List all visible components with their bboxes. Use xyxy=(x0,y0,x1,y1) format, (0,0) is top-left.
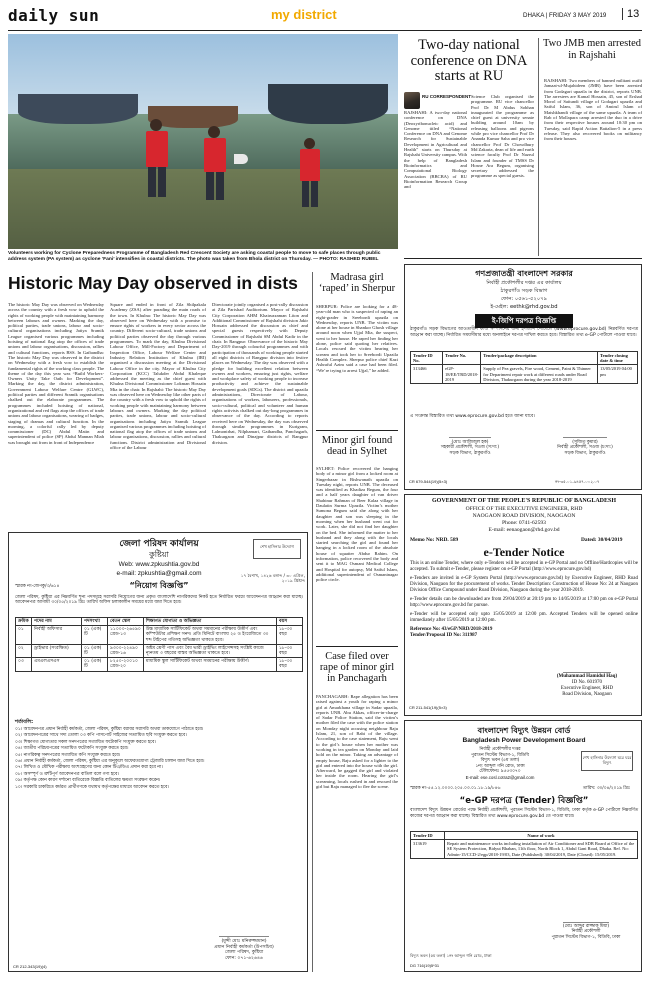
table-cell: ০১ xyxy=(16,626,32,645)
office-line: ১নং আব্দুল গনি রোড, ঢাকা xyxy=(475,763,525,769)
signature-scribble xyxy=(563,667,611,673)
table-cell: Repair and maintenance works including installation of Air Conditioner and SDB Board at Office of the SE System Protection, Bidyut Bhaban, 11th floor, North Block 1, Abdul Gani Road, Dhaka. Ref. No: Admin-15/CCD-2/egp/2018-19/03, Date (Published): 30/04/2019, Date (Closed): 15/05/2019. xyxy=(445,840,638,859)
table-cell: ১৮-৩০ বছর xyxy=(277,658,303,671)
panchagarh-headline: Case filed over rape of minor girl in Panchagarh xyxy=(319,651,395,685)
bpdb-cr: DG 716(19)5*31 xyxy=(410,963,440,968)
office-line: পুরাতন সিস্টেম বিভাগ-১, বিডিবি xyxy=(471,752,529,758)
gov1-title: গণপ্রজাতন্ত্রী বাংলাদেশ সরকার xyxy=(475,269,573,278)
signer-name: (মোঃ আজিজুল হক) xyxy=(451,440,489,445)
etender-para: e-Tender will be accepted only upto 15/05/2019 at 12:00 pm. Accepted Tenders will be opened online immediately after 15/05/2019 at 12:00 pm. xyxy=(410,612,638,623)
table-cell: ১১০০০-২৬৫৯০ গ্রেড-১৩ xyxy=(108,626,144,645)
gov1-phone: ফোন: ০৫৬১-৫২০৭৯ xyxy=(500,296,548,302)
table-cell: ড্রাইভার (সংরক্ষিত) xyxy=(32,644,82,657)
bpdb-en: Bangladesh Power Development Board xyxy=(462,737,586,744)
zila-th-count: পদসংখ্যা xyxy=(82,618,108,626)
office-phone: টেলিফোনঃ ৯৫৫৩০৭০ xyxy=(479,769,521,775)
ru-dna-headline: Two-day national conference on DNA starts at RU xyxy=(410,37,528,84)
signer-role: নির্বাহী প্রকৌশলী, সওজ (চ:দা:) xyxy=(557,445,613,451)
table-cell: ৯৩০০-২২৪৯০ গ্রেড-১৬ xyxy=(108,644,144,657)
gov1-th-id: Tender ID No. xyxy=(411,352,443,365)
etender-pkg: Tender/Proposal ID No: 311987 xyxy=(410,633,478,638)
signer-role: Executive Engineer, RHD xyxy=(560,686,614,691)
bpdb-table xyxy=(410,831,638,859)
table-row xyxy=(16,644,303,657)
signer-role: প্রধান নির্বাহী কর্মকর্তা (উপসচিব) xyxy=(214,944,274,950)
gov1-memo: নং-৩৫.০১.৯৪৫৭.০০২.০৭ xyxy=(555,479,600,484)
jmb-body: RAJSHAHI: Two members of banned militant outfit Jamaat-ul-Mujahideen (JMB) have been arrested from Godagari upazila in the district, reports UNB. The arrestees are Kamal Hossain, 45, son of Ershad Morol of Saitundi village of Godagari upazila and Saiful Islam, 36, son of Amirul Islam of Maishkhandi village of the same upazila. A team of Rab of Mollapara camp arrested the duo in a drive from their respective houses around 10:30 pm on Tuesday, said Rapid Action Battalion-5 in a press release. They also recovered books on militancy from their houses. xyxy=(544,78,642,142)
signature-scribble xyxy=(563,431,607,438)
office-line: বিদ্যুৎ ভবন (৫ম তলা) xyxy=(480,758,520,764)
bpdb-th-work: Name of work xyxy=(445,832,638,840)
signer-name: (সুজিত কুমার) xyxy=(572,440,598,445)
zila-intro: জেলা পরিষদ, কুষ্টিয়া এর নিম্নবর্ণিত শূন্য পদসমূহে সরাসরি নিয়োগের জন্য প্রকৃত বাংলাদেশি নাগরিকদের নিকট হতে নির্ধারিত ফরমে আবেদনপত্র আহ্বান করা যাচ্ছে। আবেদনপত্র আগামী ৩০/০৫/২০১৯ খ্রিঃ তারিখ অফিস চলাকালীন সময়ের মধ্যে জমা দিতে হবে। xyxy=(15,595,303,606)
gov1-cr: CR 679-544(19)(5×3) xyxy=(409,479,448,484)
zila-memo: স্মারক নং-জেপকু/৩/৬১৪ xyxy=(15,584,60,589)
bpdb-date: তারিখ: ৩০/০৪/২০১৯ খ্রিঃ xyxy=(583,786,631,791)
table-cell: মাধ্যমিক স্কুল সার্টিফিকেট অথবা সমমানের পরীক্ষায় উত্তীর্ণ। xyxy=(143,658,276,671)
list-item: ০৭। লিখিত ও মৌখিক পরীক্ষায় অংশগ্রহণের জন্য কোন টিএ/ডিএ প্রদান করা হবে না। xyxy=(15,765,163,771)
zila-table xyxy=(15,617,303,672)
table-cell: eGP-18/EE/TRD/2018-2019 xyxy=(443,365,481,384)
mayday-col3: Directorate jointly organised a post-rally discussion at Zila Parishad Auditorium. Mayor of Rajshahi City Corporation AHM Khairuzzaman Liton and Additional Commissioner of Rajshahi division Jakir Hossain addressed the discussion as chief and special guests respectively with Deputy Commissioner of Rajshahi SM Abdul Kadir in the chair. In Rangpur: Observance of the historic May Day-2019 through colourful programmes and with participation of thousands of working people started all eight districts of Rangpur division into festive places on Wednesday. The day was observed with a pledge for building excellent relation between owners and workers, ensuring just rights, welfare and workplace safety of working people to increase productivity and achieve the sustainable development goals (SDGs). The district and upazila administrations, Directorate of Labour, organisations of workers, labourers, professionals, socio-cultural, political and volunteer and human rights activists chalked out day-long programmes in observance of the day. According to reports received here on Wednesday, the day was observed through similar programmes in Kurigram, Lalmonirhat, Nilphamari, Gaibandha, Panchagarh, Thakurgaon and Dinajpur districts of Rangpur division. xyxy=(212,302,308,445)
etender-email: E-mail: eenaogaon@rhd.gov.bd xyxy=(488,527,560,533)
madrasa-headline: Madrasa girl ‘raped’ in Sherpur xyxy=(318,272,396,295)
signer-name: (Muhammad Hamidul Haq) xyxy=(556,674,618,679)
gov1-th-desc: Tender/package description xyxy=(481,352,598,365)
table-cell: ৮২৫০-২০০১০ গ্রেড-২০ xyxy=(108,658,144,671)
signer-office: সড়ক বিভাগ, ঠাকুরগাঁও xyxy=(449,450,491,456)
etender-para: e-Tenders are invited in e-GP System Portal (http://www.eprocure.gov.bd) by Executive Engineer, RHD Road Division, Naogaon for the procurement of works. Tender Description: Construction of House No: 24 at Naogaon Division Office Compound under Road Division, Naogaon during the year 2018-2019. xyxy=(410,576,638,593)
bpdb-th-id: Tender ID xyxy=(411,832,445,840)
zila-email: e-mail: zpkushtia@gmail.com xyxy=(116,570,202,577)
thakurgaon-tender-ad xyxy=(404,264,642,490)
signature-scribble xyxy=(219,929,269,937)
mayday-col2: Square and ended in front of Zila Shilpakala Academy (ZSA) after parading the main roads of the town. In Khulna: The historic May Day was observed here on Wednesday with a promise to ensure rights of workers in every sector across the country. Different socio-cultural, trade unions and political parties observed the day through various programmes. To mark the day, Khulna Divisional Labour Office, Mill-Factory and Department of Inspection Office, Labour Welfare Center and Industry Relation Institution of Khulna (IRI) organised a discussion meeting at the Divisional Labour Office in the city. Mayor of Khulna City Corporation (KCC) Talukder Abdul Khaleque addressed the meeting as the chief guest with Khulna Divisional Commissioner Lokman Hossain Mia in the chair. In Rajshahi: The historic May Day was observed here on Wednesday like other parts of the country with a fresh vow to uphold the rights of working people with maintaining harmony between labours and owners. Marking the day political parties, trade unions, labour and socio-cultural organisations including Jatiya Sramik League organised various programmes including hoisting of national flag atop the offices of trade unions and labour organisations, discussion, rallies and cultural functions. District administration and Divisional office of the Labour xyxy=(110,302,206,451)
gov1-footer-note: এ সংক্রান্ত বিস্তারিত তথ্য www.eprocure.gov.bd হতে জানা যাবে। xyxy=(410,414,535,419)
list-item: ০৫। নাগরিকত্ব সনদপত্রের সত্যায়িত কপি সংযুক্ত করতে হবে। xyxy=(15,752,121,758)
zila-district: কুষ্টিয়া xyxy=(149,550,169,559)
table-cell: ১৮-৩০ বছর xyxy=(277,626,303,645)
dateline: DHAKA | FRIDAY 3 MAY 2019 xyxy=(523,12,607,19)
gov1-sign-right xyxy=(535,431,635,456)
zila-stamp: শেখ হাসিনার উদ্যোগ xyxy=(253,539,301,559)
etender-cr: CR 211-541(19)(5×3) xyxy=(409,705,447,710)
bpdb-title: বাংলাদেশ বিদ্যুৎ উন্নয়ন বোর্ড xyxy=(477,726,571,735)
etender-memo: Memo No: NRD. 589 xyxy=(410,537,459,543)
sylhet-body: SYLHET: Police recovered the hanging body of a minor girl from a locked room at Singerbazar in Bishwanath upazila on Tuesday night, reports UNB. The deceased was identified as Khadiza Begum, the four and a half years daughter of van driver Shahinur Rahman of Beer Kalaa village in Daulatin Surma Upazila. Victim’s mother Sumona Begum said she along with her daughter and son was sleeping in the morning when her husband went out for work. Later, she did not find her daughter on the bed. She informed the matter to her husband and they along with the locals started searching the girl and found her hanging in a locked room of the absolute house of squatter Abdur Rahim. On information, police recovered the body and sent it to MAG Osmani Medical College and Hospital for autopsy, Md Saiful Islam, additional superintendent of Osmaninagar police circle. xyxy=(316,466,398,583)
gov1-sign-left xyxy=(425,431,515,456)
zila-th-post: পদের নাম xyxy=(32,618,82,626)
list-item: ০৩। শিক্ষাগত যোগ্যতার সকল সনদপত্রের সত্যায়িত ফটোকপি সংযুক্ত করতে হবে। xyxy=(15,739,156,745)
gov1-intro: ঠাকুরগাঁও সড়ক বিভাগের আওতাধীন কাজ সম্পাদনের জন্য ই-জিপি পোর্টালে (www.eprocure.gov.bd) নিম্নবর্ণিত দরপত্র আহ্বান করা যাচ্ছে। নির্ধারিত সময়সীমার মধ্যে অনলাইনে দরপত্র দাখিল করতে হবে। বিস্তারিত তথ্য e-GP পোর্টালে পাওয়া যাবে। xyxy=(410,327,638,338)
zila-th-scale: বেতন স্কেল xyxy=(108,618,144,626)
signer-office: Road Division, Naogaon xyxy=(562,692,612,697)
table-cell: উচ্চ মাধ্যমিক সার্টিফিকেট অথবা সমমানের পরীক্ষায় উত্তীর্ণ এবং কম্পিউটার প্রশিক্ষণ সনদ। প্রতি মিনিটে বাংলায় ২৫ ও ইংরেজিতে ৩০ শব্দ টাইপের গতিসহ অভিজ্ঞতা থাকতে হবে। xyxy=(143,626,276,645)
mayday-headline: Historic May Day observed in dists xyxy=(8,273,298,293)
signature-scribble xyxy=(563,917,609,923)
zila-date: ১৭ বৈশাখ, ১৪২৬ বঙ্গাব্দ / ৩০ এপ্রিল, ২০১৯ খ্রিষ্টাব্দ xyxy=(240,573,305,583)
bpdb-notice-title: “e-GP দরপত্র (Tender) বিজ্ঞপ্তি” xyxy=(459,796,589,806)
panchagarh-body: PANCHAGARH: Rape allegation has been raised against a youth for raping a minor girl at Amarkhana village in Sadar upazila, reports UNB. Abu Akkas, officer-in-charge of Sadar Police Station, said the victim’s mother filed the case with the police station on Monday night accusing neighbour Raju Islam, 21, son of Babi of the village. According to the case statement, Raju went to the girl’s house when her mother was working in tea garden on Monday and laid hold on the minor. Taking an advantage of empty house, Raju asked for a lighter to the girl and entered into the house with the girl. Afterward, he gagged the girl and violated her inside the room. Hearing the girl’s screaming, locals rushed in and rescued the girl but Raju managed to flee the scene. xyxy=(316,694,398,790)
page-number: 13 xyxy=(622,8,639,20)
bpdb-intro: বাংলাদেশ বিদ্যুৎ উন্নয়ন বোর্ডের পক্ষে নির্বাহী প্রকৌশলী, পুরাতন সিস্টেম বিভাগ-১, বিডিবি, ঢাকা কর্তৃক e-GP পোর্টালে নিম্নবর্ণিত কাজের দরপত্র আহ্বান করা যাচ্ছে। বিস্তারিত তথ্য www.eprocure.gov.bd তে পাওয়া যাবে। xyxy=(410,808,638,819)
signer-role: সহকারী প্রকৌশলী, সওজ (স:দা:) xyxy=(440,445,500,451)
gov1-sub2: ঠাকুরগাঁও সড়ক বিভাগ xyxy=(500,288,548,294)
list-item: ০৪। জাতীয় পরিচয়পত্রের সত্যায়িত ফটোকপি সংযুক্ত করতে হবে। xyxy=(15,746,129,752)
etender-office: OFFICE OF THE EXECUTIVE ENGINEER, RHD xyxy=(465,506,583,512)
gov1-th-no: Tender No. xyxy=(443,352,481,365)
list-item: ১০। সরকারি চাকরিতে কর্মরত প্রার্থীগণকে যথাযথ কর্তৃপক্ষের মাধ্যমে আবেদন করতে হবে। xyxy=(15,784,169,790)
signer-role: নির্বাহী প্রকৌশলী xyxy=(571,929,601,935)
gov1-table xyxy=(410,351,638,384)
table-cell: ০১ (এক) টি xyxy=(82,644,108,657)
etender-dated: Dated: 30/04/2019 xyxy=(581,537,623,543)
photo-caption: Volunteers working for Cyclone Preparedness Programme of Bangladesh Red Crescent Society are asking coastal people to move to safe places through public address system (PA system) as cyclone ‘Fani’ intensifies in coastal districts. The photo was taken from Bhola district on Thursday. — PHOTO: RASHED RUBEL xyxy=(8,251,381,262)
etender-title: e-Tender Notice xyxy=(483,545,565,559)
ru-photo xyxy=(404,92,420,109)
zila-th-qualification: শিক্ষাগত যোগ্যতা ও অভিজ্ঞতা xyxy=(143,618,276,626)
bpdb-memo: স্মারক নং-৫৫.১২.০০০০.২০৫.০৩.০১.১৮.১৯/৮৪৬ xyxy=(410,786,501,791)
table-cell: ১৮-৩০ বছর xyxy=(277,644,303,657)
zila-th-serial: ক্রমিক xyxy=(16,618,32,626)
signer-office: সড়ক বিভাগ, ঠাকুরগাঁও xyxy=(564,450,606,456)
table-cell: অষ্টম শ্রেণী পাস এবং বৈধ ভারী ড্রাইভিং লাইসেন্সসহ সংশ্লিষ্ট কাজে ন্যূনতম ৩ বছরের বাস্তব অভিজ্ঞতা থাকতে হবে। xyxy=(143,644,276,657)
bpdb-office xyxy=(445,747,555,781)
table-cell: নির্বাহী অফিসার xyxy=(32,626,82,645)
cyclone-photo xyxy=(8,34,398,249)
etender-phone: Phone: 0741-62593 xyxy=(502,520,546,526)
office-email: E-mail: ese.cosl.cotra2@gmail.com xyxy=(465,774,535,780)
bpdb-stamp: শেখ হাসিনার উদ্যোগ ঘরে ঘরে বিদ্যুৎ xyxy=(581,751,633,771)
jmb-headline: Two JMB men arrested in Rajshahi xyxy=(542,38,642,61)
list-item: ০২। আবেদনপত্রের সাথে সদ্য তোলা ০৩ কপি পাসপোর্ট সাইজের সত্যায়িত ছবি সংযুক্ত করতে হবে। xyxy=(15,733,187,739)
zila-signature xyxy=(189,929,299,961)
table-row xyxy=(16,626,303,645)
table-cell: ০১ (এক) টি xyxy=(82,658,108,671)
zila-web: Web: www.zpkushtia.gov.bd xyxy=(118,561,200,568)
etender-para: This is an online Tender, where only e-Tenders will be accepted in e-GP Portal and no Offline/Hardcopies will be accepted. To submit e-Tender, please register on e-GP Portal (http://www.eprocure.gov.bd) xyxy=(410,561,638,572)
signer-name: (মোঃ আব্দুর রাজ্জাক মিয়া) xyxy=(562,924,610,929)
masthead-rule xyxy=(8,30,642,31)
signer-id: ID No. 601970 xyxy=(571,680,603,685)
table-cell: এমএলএসএস xyxy=(32,658,82,671)
table-cell: 313619 xyxy=(411,840,445,859)
zila-title: জেলা পরিষদ কার্যালয় xyxy=(119,539,199,549)
zila-terms-title: শর্তাবলি: xyxy=(15,719,34,725)
section-title: my district xyxy=(271,7,337,22)
etender-para: e-Tender details can be downloaded are from 29/04/2019 at 20:19 pm to 14/05/2019 at 17:00 pm on e-GP Portal http://www.eprocure.gov.bd for pursue. xyxy=(410,597,638,608)
etender-division: NAOGAON ROAD DIVISION, NAOGAON xyxy=(472,513,576,519)
madrasa-body: SHERPUR: Police are looking for a 48-year-old man who is suspected of raping an eight-grader in Sreebordi upazila on Wednesday, reports UNB. The victim was alone at her house in Shankor Ghosh village around noon when Ujjal Mia, the suspect, went to her house. He raped her finding her alone, police said quoting her relatives. Locals rescued the victim hearing her scream and took her to Sreebordi Upazila Health Complex. Sherpur police chief Kazi Ashraful Azim said a case had been filed. “We’re trying to arrest Ujjal,” he added. xyxy=(316,304,398,373)
list-item: ০৮। অসম্পূর্ণ ও ত্রুটিপূর্ণ আবেদনপত্র বাতিল বলে গণ্য হবে। xyxy=(15,771,119,777)
signer-name: (মুন্সী মোঃ মনিরুজ্জামান) xyxy=(221,939,267,944)
zila-terms xyxy=(15,727,303,791)
gov1-th-closing: Tender closing date & time xyxy=(598,352,638,365)
signature-scribble xyxy=(449,431,491,438)
ru-byline: RU CORRESPONDENT xyxy=(422,94,472,99)
bpdb-signature xyxy=(533,917,639,940)
ru-dna-col1: RAJSHAHI: A two-day national conference on DNA (Deoxyribonucleic acid) and Genome titled “National Conference on DNA and Genome Research for Sustainable Development in Agricultural and Health” starts on Thursday at Rajshahi University campus. With the help of Bangladesh Bioinformatics and Computational Biology Association (BBCBA) of RU Bioinformation Research Group and xyxy=(404,110,467,190)
table-cell: Supply of Pea gravels, Fire wood, Cement, Paint & Thinner for Department repair work at different roads under Road Division, Thakurgaon during the year 2018-2019 xyxy=(481,365,598,384)
etender-signature xyxy=(535,667,639,698)
table-cell: 313466 xyxy=(411,365,443,384)
sylhet-headline: Minor girl found dead in Sylhet xyxy=(321,435,393,458)
zila-notice-title: “নিয়োগ বিজ্ঞপ্তি” xyxy=(129,581,189,590)
gov1-sub1: নির্বাহী প্রকৌশলীর দপ্তর এর কার্যালয় xyxy=(486,280,562,286)
etender-ref: Reference No: 43/eGP/NRD/2018-2019 xyxy=(410,627,493,632)
list-item: ০৬। প্রধান নির্বাহী কর্মকর্তা, জেলা পরিষদ, কুষ্টিয়া এর অনুকূলে অফেরতযোগ্য ট্রেজারি চালান জমা দিতে হবে। xyxy=(15,759,205,765)
signer-phone: ফোন: ০৭১-৬২৬৪৬ xyxy=(225,955,263,961)
zila-th-age: বয়স xyxy=(277,618,303,626)
table-row xyxy=(411,365,638,384)
naogaon-etender-ad xyxy=(404,494,642,716)
signer-office: জেলা পরিষদ, কুষ্টিয়া xyxy=(224,950,264,956)
table-row xyxy=(411,840,638,859)
ru-dna-col2: Science Club organised the programme. RU vice chancellor Prof Dr M Abdus Sobhan inaugurated the programme as chief guest at university senate building around 10am by releasing balloons and pigeons while pro vice chancellor Prof Dr Ananda Kumar Saha and pro vice chancellor Prof Dr Chowdhury Md Zakaria, dean of life and earth science faculty Prof Dr Nazrul Islam and founder of TMSS Dr Hosne Ara Begum, organising secretary addressed the programme as special guests. xyxy=(471,94,534,179)
office-line: নির্বাহী প্রকৌশলীর দপ্তর xyxy=(479,747,521,752)
masthead xyxy=(8,6,642,30)
table-row xyxy=(16,658,303,671)
etender-body xyxy=(410,561,638,639)
zila-parishad-ad xyxy=(8,532,308,972)
zila-cr: CR 212-343(19)(4) xyxy=(13,964,47,969)
gov1-email: ই-মেইল: eethk@rhd.gov.bd xyxy=(490,304,558,310)
bpdb-footer: বিদ্যুৎ ভবন (৫ম তলা) ১নং আব্দুল গনি রোড, ঢাকা xyxy=(410,953,492,958)
mayday-col1: The historic May Day was observed on Wednesday across the country with a fresh vow to uphold the rights of working people with maintaining harmony between labours and owners. Marking the day, political parties, trade unions, labour and socio-cultural organisations including Jatiya Sramik League organised various programmes including hoisting of national flag atop the offices of trade unions and labour organisations, discussion, rallies and cultural functions, reports BSS. In Gaibandha: The historic May Day was observed in the district on Wednesday with a fresh vow to establish the fundamental rights of the working class people. The theme of the day this year was “Build Workers-Owners Unity Take Oath for Development”. Marking the day, the district administration, Government Labour Welfare Centre (GLWC), political parties and different Sramik organisations chalked out the elaborate programmes. The programmes included hoisting of national, organizational and red flags atop the offices of trade unions and labour organisations, wearing of badges, staging of dramas and cultural function. In the morning, a colorful rally led by deputy commissioner (DC) Abdul Matin and superintendent of police (SP) Abdul Mannan Miah was brought out from in front of Independence xyxy=(8,302,104,445)
logo: daily sun xyxy=(8,6,100,25)
table-cell: ০২ xyxy=(16,644,32,657)
table-cell: ০১ (এক) টি xyxy=(82,626,108,645)
table-cell: ০৩ xyxy=(16,658,32,671)
list-item: ০৯। কর্তৃপক্ষ কোন কারণ দর্শানো ব্যতিরেকে বিজ্ঞপ্তি বাতিলের ক্ষমতা সংরক্ষণ করেন। xyxy=(15,778,161,784)
signer-office: পুরাতন সিস্টেম বিভাগ-১, বিডিবি, ঢাকা xyxy=(551,934,621,940)
list-item: ০১। আবেদনপত্র প্রধান নির্বাহী কর্মকর্তা, জেলা পরিষদ, কুষ্টিয়া বরাবর সরাসরি অথবা ডাকযোগে পাঠাতে হবে। xyxy=(15,727,204,732)
gov1-notice-title: ই-জিপি দরপত্র বিজ্ঞপ্তি xyxy=(475,314,573,328)
bpdb-tender-ad xyxy=(404,720,642,972)
table-cell: 13/05/2019 04:00 pm xyxy=(598,365,638,384)
etender-gov: GOVERNMENT OF THE PEOPLE'S REPUBLIC OF BANGLADESH xyxy=(431,498,617,504)
